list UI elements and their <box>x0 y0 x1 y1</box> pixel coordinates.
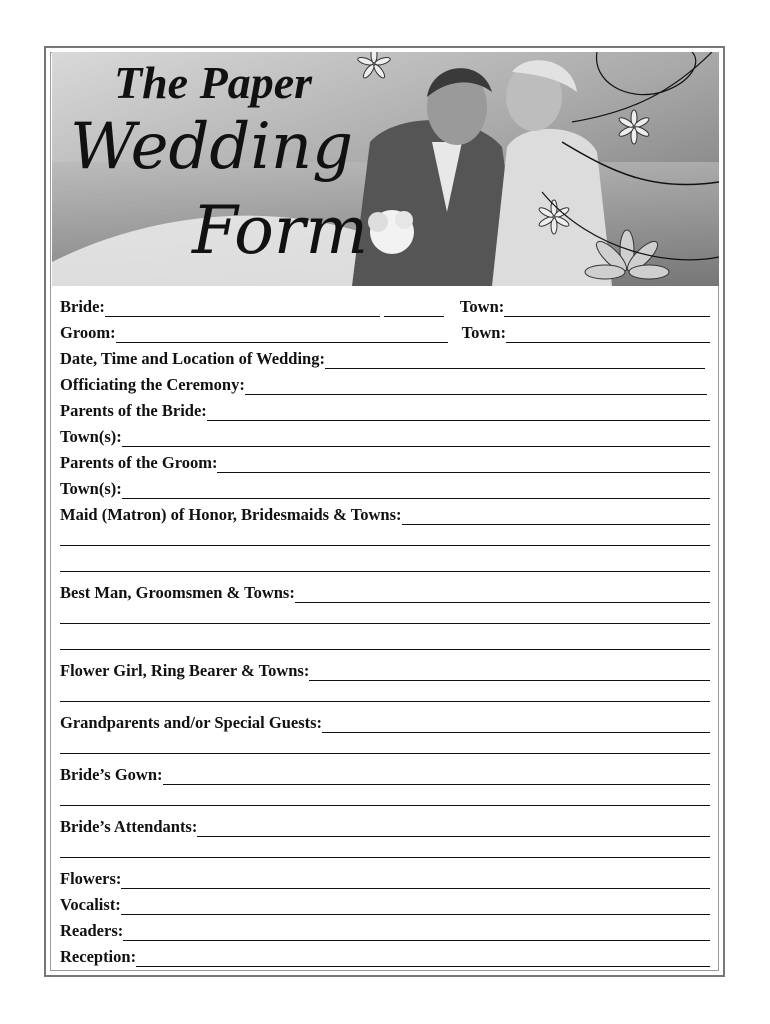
vocalist-field[interactable] <box>121 896 710 915</box>
parents-groom-label: Parents of the Groom: <box>60 453 218 472</box>
grandparents-line-2[interactable] <box>60 753 710 754</box>
date-time-location-field[interactable] <box>325 350 705 369</box>
header-banner <box>52 52 719 286</box>
towns-bride-field[interactable] <box>122 428 710 447</box>
maid-of-honor-field[interactable] <box>402 506 711 525</box>
flowers-field[interactable] <box>121 870 710 889</box>
flowers-label: Flowers: <box>60 869 122 888</box>
parents-groom-field[interactable] <box>217 454 710 473</box>
maid-of-honor-label: Maid (Matron) of Honor, Bridesmaids & Towns: <box>60 505 402 524</box>
vocalist-label: Vocalist: <box>60 895 121 914</box>
brides-gown-label: Bride’s Gown: <box>60 765 163 784</box>
grandparents-field[interactable] <box>322 714 710 733</box>
readers-label: Readers: <box>60 921 124 940</box>
officiating-label: Officiating the Ceremony: <box>60 375 245 394</box>
bride-town-label: Town: <box>459 297 505 316</box>
brides-attendants-line-2[interactable] <box>60 857 710 858</box>
brides-gown-line-2[interactable] <box>60 805 710 806</box>
reception-label: Reception: <box>60 947 137 966</box>
reception-field[interactable] <box>136 948 710 967</box>
towns-groom-label: Town(s): <box>60 479 122 498</box>
flower-girl-line-2[interactable] <box>60 701 710 702</box>
maid-of-honor-line-3[interactable] <box>60 571 710 572</box>
maid-of-honor-line-2[interactable] <box>60 545 710 546</box>
groom-label: Groom: <box>60 323 116 342</box>
officiating-field[interactable] <box>245 376 707 395</box>
brides-attendants-label: Bride’s Attendants: <box>60 817 198 836</box>
flower-girl-label: Flower Girl, Ring Bearer & Towns: <box>60 661 310 680</box>
best-man-line-3[interactable] <box>60 649 710 650</box>
groom-town-field[interactable] <box>506 324 710 343</box>
bride-town-field[interactable] <box>504 298 710 317</box>
grandparents-label: Grandparents and/or Special Guests: <box>60 713 323 732</box>
brides-gown-field[interactable] <box>163 766 710 785</box>
best-man-line-2[interactable] <box>60 623 710 624</box>
parents-bride-label: Parents of the Bride: <box>60 401 207 420</box>
date-time-location-label: Date, Time and Location of Wedding: <box>60 349 325 368</box>
title-line2: Wedding <box>70 110 354 184</box>
bride-field[interactable] <box>105 298 380 317</box>
bride-field-extra[interactable] <box>384 298 444 317</box>
groom-town-label: Town: <box>461 323 506 342</box>
parents-bride-field[interactable] <box>207 402 710 421</box>
bride-label: Bride: <box>60 297 105 316</box>
best-man-label: Best Man, Groomsmen & Towns: <box>60 583 295 602</box>
readers-field[interactable] <box>123 922 710 941</box>
flower-girl-field[interactable] <box>309 662 710 681</box>
towns-bride-label: Town(s): <box>60 427 122 446</box>
groom-field[interactable] <box>116 324 448 343</box>
title-line3: Form <box>192 192 369 269</box>
title-line1: The Paper <box>114 57 313 108</box>
best-man-field[interactable] <box>295 584 710 603</box>
towns-groom-field[interactable] <box>122 480 710 499</box>
brides-attendants-field[interactable] <box>197 818 710 837</box>
